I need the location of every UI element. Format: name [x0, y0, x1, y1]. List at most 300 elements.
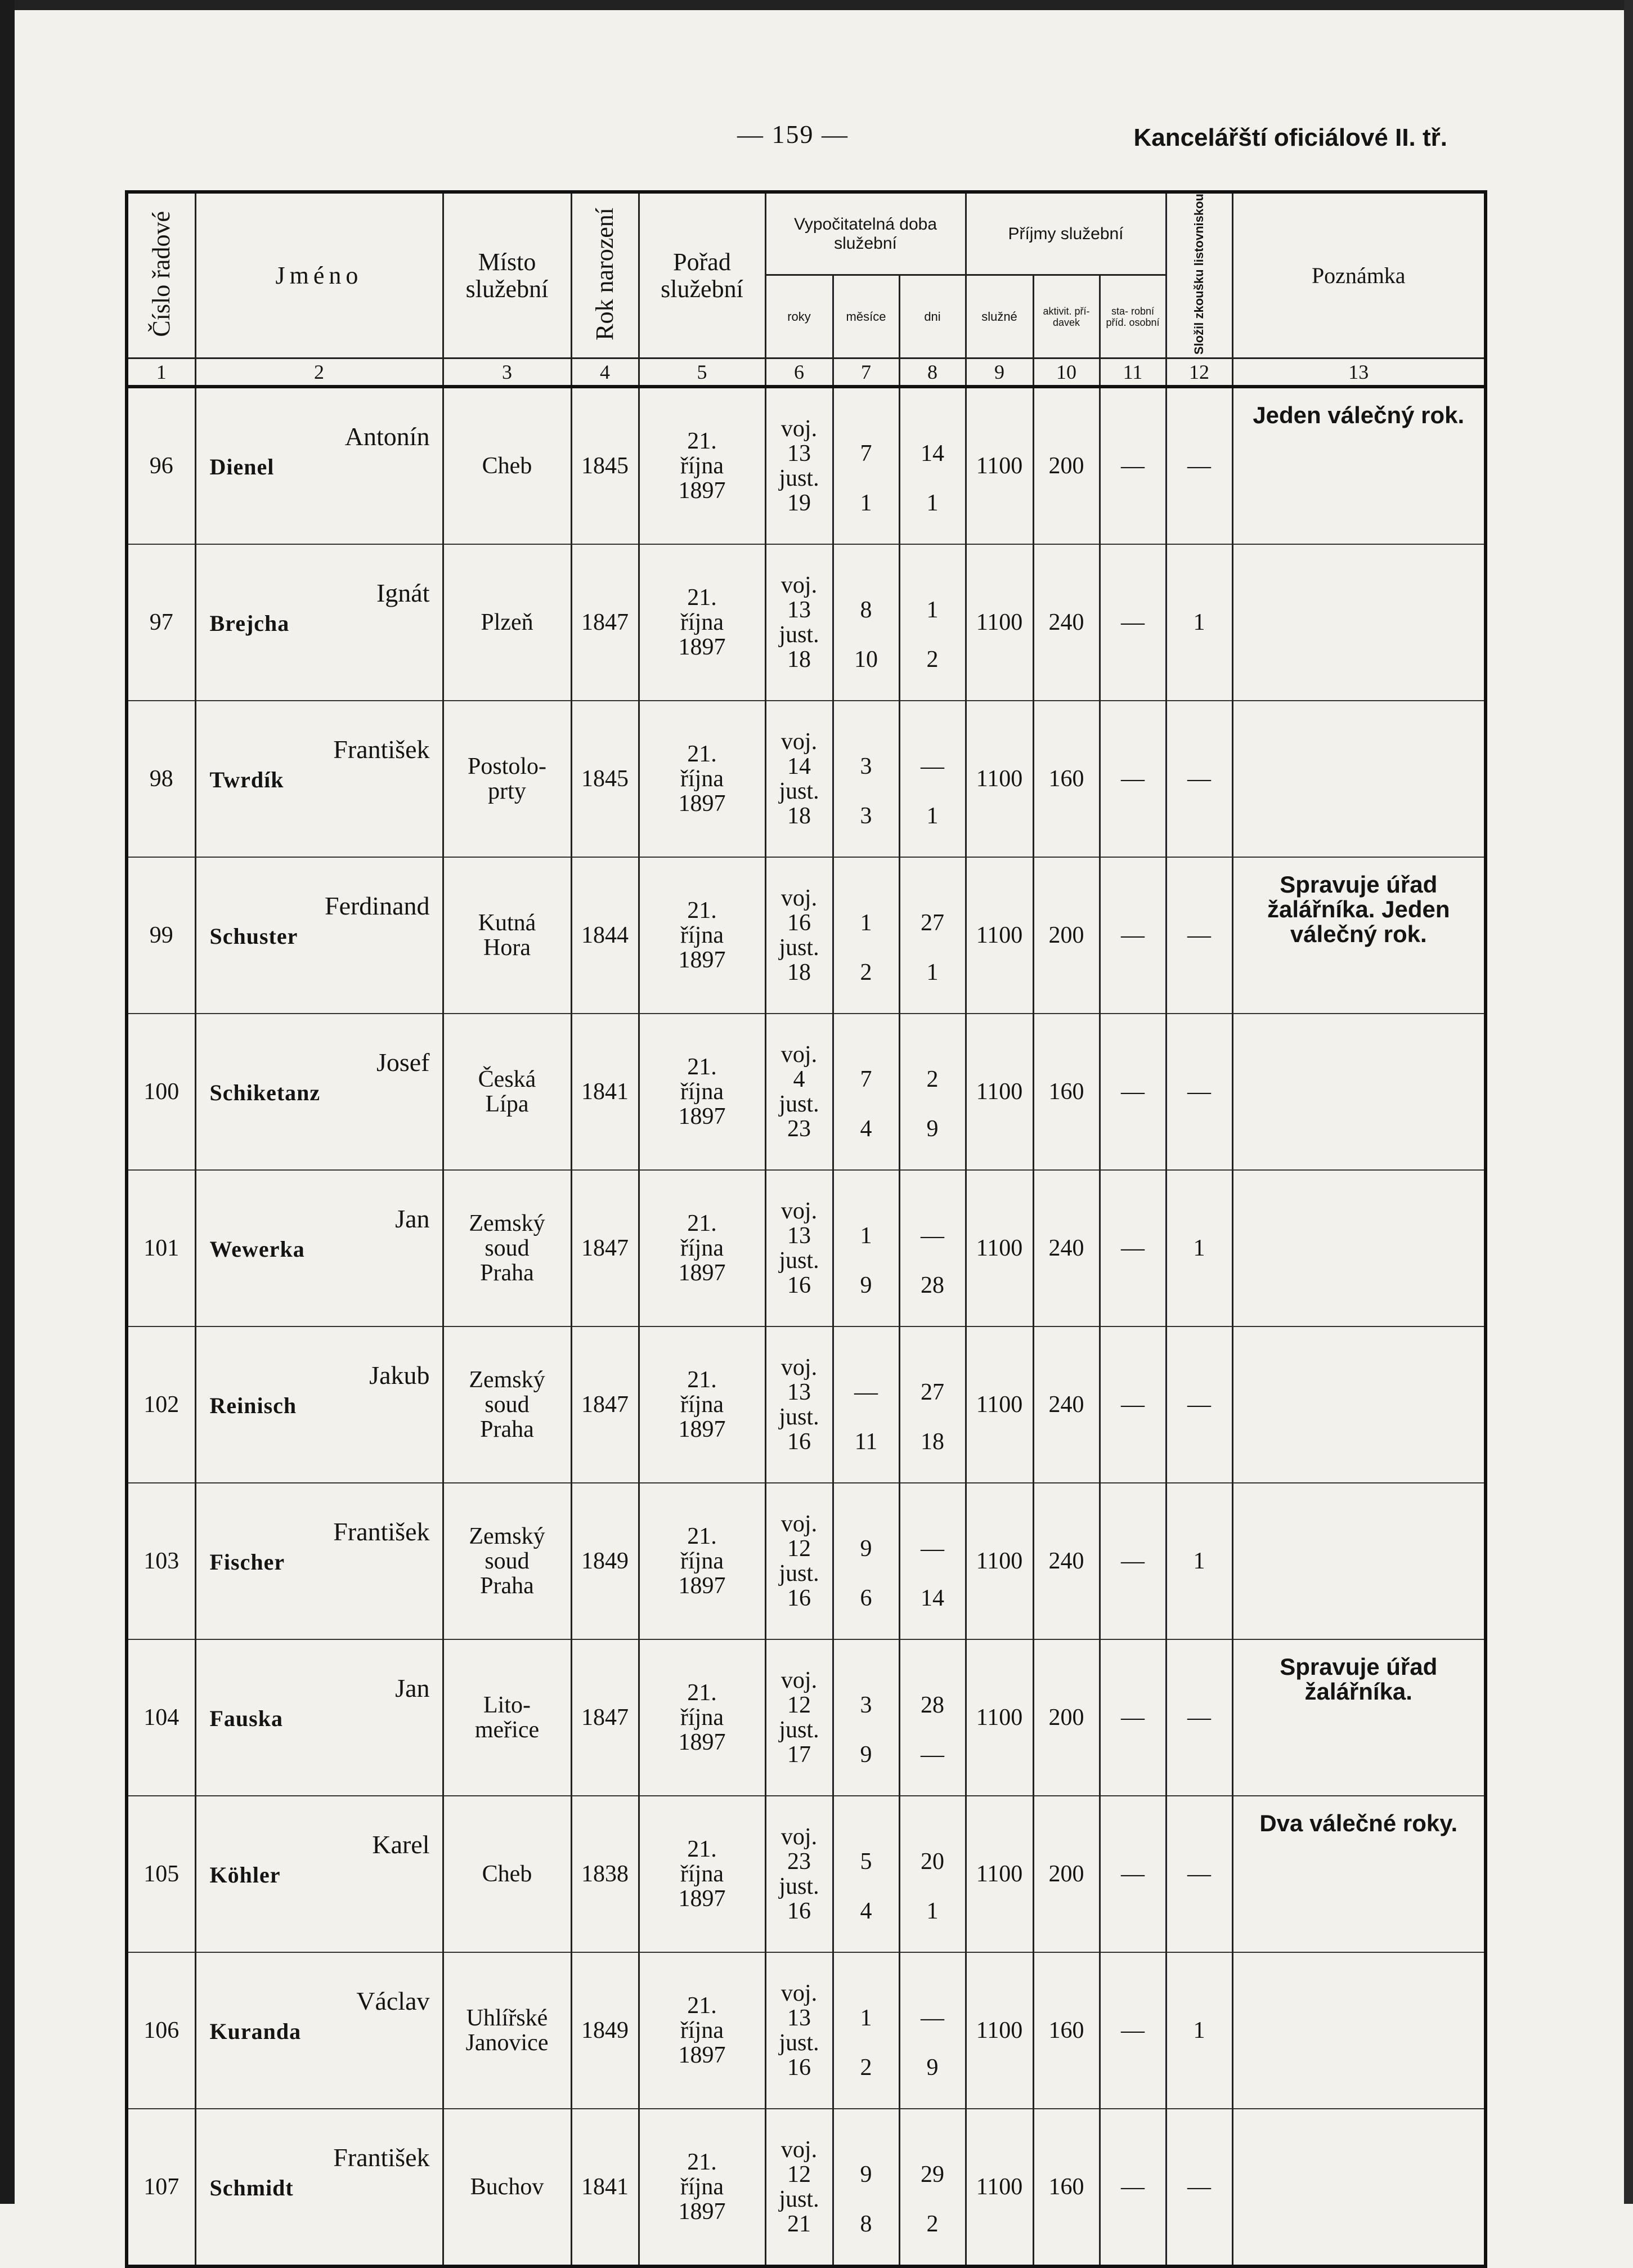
given-name: Ferdinand [324, 891, 430, 921]
spacer [900, 1042, 965, 1067]
service-order-month: října [680, 2174, 724, 2200]
salary: 1100 [966, 387, 1033, 544]
place-cell [443, 1326, 571, 1483]
military-months: 5 [860, 1849, 872, 1875]
service-order-year: 1897 [678, 478, 726, 504]
surname: Brejcha [209, 611, 290, 637]
birth-year: 1847 [571, 544, 639, 701]
given-name: Antonín [344, 422, 430, 451]
military-days: 20 [921, 1849, 944, 1875]
header-jmeno: Jméno [195, 192, 443, 358]
row-number: 99 [127, 857, 195, 1014]
remark [1232, 1483, 1486, 1639]
military-years: 13 [787, 2005, 811, 2032]
justice-label: just. [779, 1404, 819, 1431]
justice-years: 18 [787, 960, 811, 986]
military-days: 29 [921, 2162, 944, 2188]
exam-passed: — [1166, 1796, 1232, 1952]
column-number: 13 [1232, 358, 1486, 387]
name-cell [195, 701, 443, 857]
seniority-allowance: — [1100, 1483, 1166, 1639]
place-line: Cheb [482, 1861, 532, 1888]
service-order-year: 1897 [678, 791, 726, 817]
column-number: 10 [1033, 358, 1100, 387]
exam-passed: — [1166, 2109, 1232, 2266]
service-order-month: října [680, 453, 724, 479]
service-order-day: 21. [687, 898, 717, 924]
spacer [900, 935, 965, 960]
place-cell [443, 2109, 571, 2266]
remark [1232, 2109, 1486, 2266]
service-order-day: 21. [687, 1211, 717, 1237]
military-years: 14 [787, 754, 811, 780]
days-cell [899, 1483, 966, 1639]
military-days: — [921, 1536, 944, 1562]
row-number: 106 [127, 1952, 195, 2109]
spacer [834, 1042, 899, 1067]
service-order-year: 1897 [678, 1417, 726, 1443]
header-poznamka: Poznámka [1232, 192, 1486, 358]
justice-days: 9 [926, 2055, 939, 2081]
military-years: 12 [787, 1536, 811, 1562]
service-order-year: 1897 [678, 947, 726, 974]
spacer [900, 573, 965, 598]
military-days: — [921, 1223, 944, 1249]
days-cell [899, 1639, 966, 1796]
spacer [834, 1981, 899, 2006]
spacer [900, 1248, 965, 1273]
spacer [900, 1874, 965, 1899]
service-order-month: října [680, 1392, 724, 1418]
months-cell [833, 1952, 899, 2109]
row-number: 103 [127, 1483, 195, 1639]
salary: 1100 [966, 1326, 1033, 1483]
name-cell [195, 1952, 443, 2109]
place-line: Česká [478, 1066, 536, 1093]
service-order-year: 1897 [678, 1573, 726, 1599]
table-row [127, 1014, 1486, 1170]
place-line: Lito- [483, 1692, 531, 1719]
page-number: — 159 — [737, 120, 849, 149]
column-number: 9 [966, 358, 1033, 387]
name-cell [195, 1014, 443, 1170]
service-order-day: 21. [687, 428, 717, 455]
justice-days: 2 [926, 2211, 939, 2238]
running-head: Kancelářští oficiálové II. tř. [1133, 124, 1447, 151]
place-cell [443, 1639, 571, 1796]
scan-edge-top [0, 0, 1633, 10]
name-cell [195, 1326, 443, 1483]
seniority-allowance: — [1100, 857, 1166, 1014]
service-order-day: 21. [687, 1836, 717, 1863]
service-order-day: 21. [687, 741, 717, 768]
military-years: 13 [787, 441, 811, 467]
military-label: voj. [780, 1668, 818, 1694]
military-days: — [921, 2005, 944, 2032]
months-cell [833, 701, 899, 857]
salary: 1100 [966, 1796, 1033, 1952]
military-label: voj. [780, 1198, 818, 1225]
spacer [900, 1092, 965, 1117]
spacer [900, 1825, 965, 1849]
seniority-allowance: — [1100, 1796, 1166, 1952]
spacer [900, 1355, 965, 1380]
salary: 1100 [966, 1483, 1033, 1639]
header-prijmy-sluzebni: Příjmy služební [966, 192, 1166, 275]
salary: 1100 [966, 2109, 1033, 2266]
service-order-day: 21. [687, 1367, 717, 1393]
place-line: Plzeň [481, 609, 533, 636]
exam-passed: — [1166, 1639, 1232, 1796]
ledger-body [127, 387, 1486, 2266]
spacer [834, 1668, 899, 1693]
activity-allowance: 240 [1033, 1483, 1100, 1639]
surname: Reinisch [209, 1393, 297, 1419]
remark [1232, 544, 1486, 701]
exam-passed: — [1166, 387, 1232, 544]
military-months: 3 [860, 754, 872, 780]
spacer [834, 1092, 899, 1117]
spacer [834, 886, 899, 911]
exam-passed: 1 [1166, 1952, 1232, 2109]
service-order-month: října [680, 1548, 724, 1575]
activity-allowance: 240 [1033, 1170, 1100, 1326]
justice-months: 10 [854, 647, 878, 673]
spacer [834, 2031, 899, 2055]
spacer [900, 886, 965, 911]
table-row [127, 1483, 1486, 1639]
activity-allowance: 200 [1033, 387, 1100, 544]
military-months: 1 [860, 910, 872, 936]
service-order-year: 1897 [678, 1729, 726, 1756]
service-order-cell [639, 1796, 765, 1952]
exam-passed: 1 [1166, 544, 1232, 701]
service-order-cell [639, 701, 765, 857]
days-cell [899, 1014, 966, 1170]
birth-year: 1847 [571, 1326, 639, 1483]
justice-days: — [921, 1742, 944, 1768]
justice-days: 18 [921, 1429, 944, 1455]
row-number: 101 [127, 1170, 195, 1326]
justice-months: 6 [860, 1585, 872, 1612]
spacer [900, 1718, 965, 1742]
spacer [900, 466, 965, 491]
military-years: 16 [787, 910, 811, 936]
given-name: František [333, 735, 430, 764]
column-number: 2 [195, 358, 443, 387]
given-name: Jan [395, 1204, 430, 1234]
exam-passed: — [1166, 1014, 1232, 1170]
years-cell [765, 544, 833, 701]
salary: 1100 [966, 544, 1033, 701]
service-order-cell [639, 857, 765, 1014]
header-cislo-radove [127, 192, 195, 358]
place-line: Praha [480, 1417, 534, 1443]
scan-edge-left [0, 0, 15, 2204]
header-sluzne: služné [966, 275, 1033, 358]
justice-years: 16 [787, 1585, 811, 1612]
justice-years: 17 [787, 1742, 811, 1768]
place-line: Zemský [469, 1367, 545, 1393]
military-months: 9 [860, 2162, 872, 2188]
spacer [834, 1355, 899, 1380]
row-number: 102 [127, 1326, 195, 1483]
military-label: voj. [780, 1355, 818, 1381]
remark [1232, 1014, 1486, 1170]
service-order-cell [639, 544, 765, 701]
given-name: Ignát [376, 579, 430, 608]
justice-months: 2 [860, 2055, 872, 2081]
surname: Kuranda [209, 2019, 302, 2045]
place-line: Uhlířské [466, 2005, 548, 2032]
service-order-month: října [680, 1235, 724, 1262]
service-order-month: října [680, 609, 724, 636]
seniority-allowance: — [1100, 1639, 1166, 1796]
remark [1232, 701, 1486, 857]
seniority-allowance: — [1100, 2109, 1166, 2266]
activity-allowance: 160 [1033, 2109, 1100, 2266]
table-row [127, 701, 1486, 857]
military-days: 27 [921, 1379, 944, 1406]
birth-year: 1841 [571, 1014, 639, 1170]
months-cell [833, 1639, 899, 1796]
months-cell [833, 857, 899, 1014]
header-rok-narozeni [571, 192, 639, 358]
military-years: 23 [787, 1849, 811, 1875]
place-line: soud [484, 1235, 530, 1262]
days-cell [899, 1326, 966, 1483]
service-order-day: 21. [687, 1523, 717, 1550]
seniority-allowance: — [1100, 1952, 1166, 2109]
seniority-allowance: — [1100, 1014, 1166, 1170]
spacer [834, 622, 899, 647]
column-number: 7 [833, 358, 899, 387]
spacer [834, 1561, 899, 1586]
justice-label: just. [779, 1248, 819, 1274]
justice-days: 14 [921, 1585, 944, 1612]
justice-years: 21 [787, 2211, 811, 2238]
years-cell [765, 1639, 833, 1796]
justice-days: 28 [921, 1272, 944, 1299]
spacer [834, 1405, 899, 1429]
place-cell [443, 387, 571, 544]
seniority-allowance: — [1100, 387, 1166, 544]
header-mesice: měsíce [833, 275, 899, 358]
years-cell [765, 1952, 833, 2109]
table-row [127, 857, 1486, 1014]
justice-months: 11 [854, 1429, 878, 1455]
given-name: František [333, 2143, 430, 2172]
surname: Dienel [209, 454, 275, 480]
spacer [834, 2137, 899, 2162]
service-order-month: října [680, 922, 724, 949]
spacer [900, 1668, 965, 1693]
header-aktivitni-pridavek: aktivit. pří- davek [1033, 275, 1100, 358]
military-days: 2 [926, 1066, 939, 1093]
service-order-year: 1897 [678, 1886, 726, 1912]
place-line: Postolo- [467, 754, 547, 780]
birth-year: 1847 [571, 1639, 639, 1796]
table-row [127, 387, 1486, 544]
activity-allowance: 160 [1033, 701, 1100, 857]
birth-year: 1849 [571, 1483, 639, 1639]
service-order-month: října [680, 1079, 724, 1105]
place-line: soud [484, 1392, 530, 1418]
salary: 1100 [966, 1014, 1033, 1170]
justice-label: just. [779, 2030, 819, 2056]
military-label: voj. [780, 1980, 818, 2007]
name-cell [195, 857, 443, 1014]
justice-months: 4 [860, 1898, 872, 1925]
column-number: 3 [443, 358, 571, 387]
row-number: 97 [127, 544, 195, 701]
service-order-day: 21. [687, 1054, 717, 1081]
name-cell [195, 2109, 443, 2266]
spacer [900, 416, 965, 441]
column-number: 1 [127, 358, 195, 387]
justice-years: 16 [787, 2055, 811, 2081]
spacer [834, 1718, 899, 1742]
salary: 1100 [966, 857, 1033, 1014]
surname: Schiketanz [209, 1080, 321, 1106]
header-slozil-zkousku-label: Složil zkoušku listovniskou [1192, 194, 1206, 355]
name-cell [195, 387, 443, 544]
place-line: Cheb [482, 453, 532, 479]
remark [1232, 1326, 1486, 1483]
service-order-month: října [680, 2018, 724, 2044]
justice-months: 3 [860, 803, 872, 830]
days-cell [899, 1952, 966, 2109]
justice-years: 16 [787, 1272, 811, 1299]
justice-label: just. [779, 1091, 819, 1118]
seniority-allowance: — [1100, 544, 1166, 701]
salary: 1100 [966, 1170, 1033, 1326]
place-cell [443, 1170, 571, 1326]
birth-year: 1841 [571, 2109, 639, 2266]
seniority-allowance: — [1100, 701, 1166, 857]
days-cell [899, 701, 966, 857]
exam-passed: 1 [1166, 1170, 1232, 1326]
months-cell [833, 544, 899, 701]
activity-allowance: 200 [1033, 1796, 1100, 1952]
months-cell [833, 1483, 899, 1639]
given-name: Jan [395, 1674, 430, 1703]
military-months: — [854, 1379, 878, 1406]
service-order-month: října [680, 766, 724, 792]
years-cell [765, 1014, 833, 1170]
birth-year: 1845 [571, 701, 639, 857]
months-cell [833, 1014, 899, 1170]
birth-year: 1845 [571, 387, 639, 544]
place-line: Buchov [470, 2174, 544, 2200]
exam-passed: — [1166, 701, 1232, 857]
service-order-year: 1897 [678, 2042, 726, 2069]
column-number: 12 [1166, 358, 1232, 387]
spacer [900, 622, 965, 647]
spacer [834, 779, 899, 804]
military-label: voj. [780, 729, 818, 755]
exam-passed: 1 [1166, 1483, 1232, 1639]
header-slozil-zkousku [1166, 192, 1232, 358]
remark: Dva válečné roky. [1232, 1796, 1486, 1952]
surname: Schmidt [209, 2175, 294, 2201]
justice-months: 2 [860, 960, 872, 986]
military-years: 13 [787, 1223, 811, 1249]
row-number: 96 [127, 387, 195, 544]
remark: Spravuje úřad žalářníka. [1232, 1639, 1486, 1796]
military-years: 12 [787, 1692, 811, 1719]
justice-label: just. [779, 1717, 819, 1743]
days-cell [899, 1796, 966, 1952]
surname: Twrdík [209, 767, 284, 793]
personnel-ledger-table [125, 190, 1487, 2268]
table-row [127, 1952, 1486, 2109]
place-cell [443, 1796, 571, 1952]
military-days: 1 [926, 597, 939, 624]
birth-year: 1847 [571, 1170, 639, 1326]
place-line: Zemský [469, 1523, 545, 1550]
years-cell [765, 1796, 833, 1952]
justice-months: 8 [860, 2211, 872, 2238]
remark: Jeden válečný rok. [1232, 387, 1486, 544]
birth-year: 1849 [571, 1952, 639, 2109]
justice-label: just. [779, 778, 819, 805]
spacer [834, 729, 899, 754]
justice-days: 1 [926, 960, 939, 986]
salary: 1100 [966, 1639, 1033, 1796]
spacer [900, 779, 965, 804]
place-line: soud [484, 1548, 530, 1575]
service-order-month: října [680, 1861, 724, 1888]
years-cell [765, 2109, 833, 2266]
years-cell [765, 701, 833, 857]
justice-label: just. [779, 465, 819, 492]
months-cell [833, 1796, 899, 1952]
place-cell [443, 1952, 571, 2109]
service-order-day: 21. [687, 2149, 717, 2176]
spacer [900, 2187, 965, 2212]
military-months: 8 [860, 597, 872, 624]
given-name: Karel [372, 1830, 430, 1859]
military-months: 3 [860, 1692, 872, 1719]
months-cell [833, 1326, 899, 1483]
justice-label: just. [779, 2186, 819, 2213]
spacer [834, 466, 899, 491]
row-number: 98 [127, 701, 195, 857]
place-line: Praha [480, 1260, 534, 1287]
years-cell [765, 1483, 833, 1639]
seniority-allowance: — [1100, 1170, 1166, 1326]
column-number: 5 [639, 358, 765, 387]
spacer [834, 416, 899, 441]
header-dni: dni [899, 275, 966, 358]
service-order-year: 1897 [678, 1104, 726, 1130]
header-misto-sluzebni: Místo služební [443, 192, 571, 358]
seniority-allowance: — [1100, 1326, 1166, 1483]
service-order-cell [639, 387, 765, 544]
service-order-cell [639, 1952, 765, 2109]
place-cell [443, 1483, 571, 1639]
service-order-cell [639, 1326, 765, 1483]
justice-label: just. [779, 622, 819, 648]
days-cell [899, 387, 966, 544]
birth-year: 1838 [571, 1796, 639, 1952]
place-line: prty [488, 778, 526, 805]
justice-years: 16 [787, 1898, 811, 1925]
table-row [127, 1170, 1486, 1326]
spacer [900, 1981, 965, 2006]
birth-year: 1844 [571, 857, 639, 1014]
